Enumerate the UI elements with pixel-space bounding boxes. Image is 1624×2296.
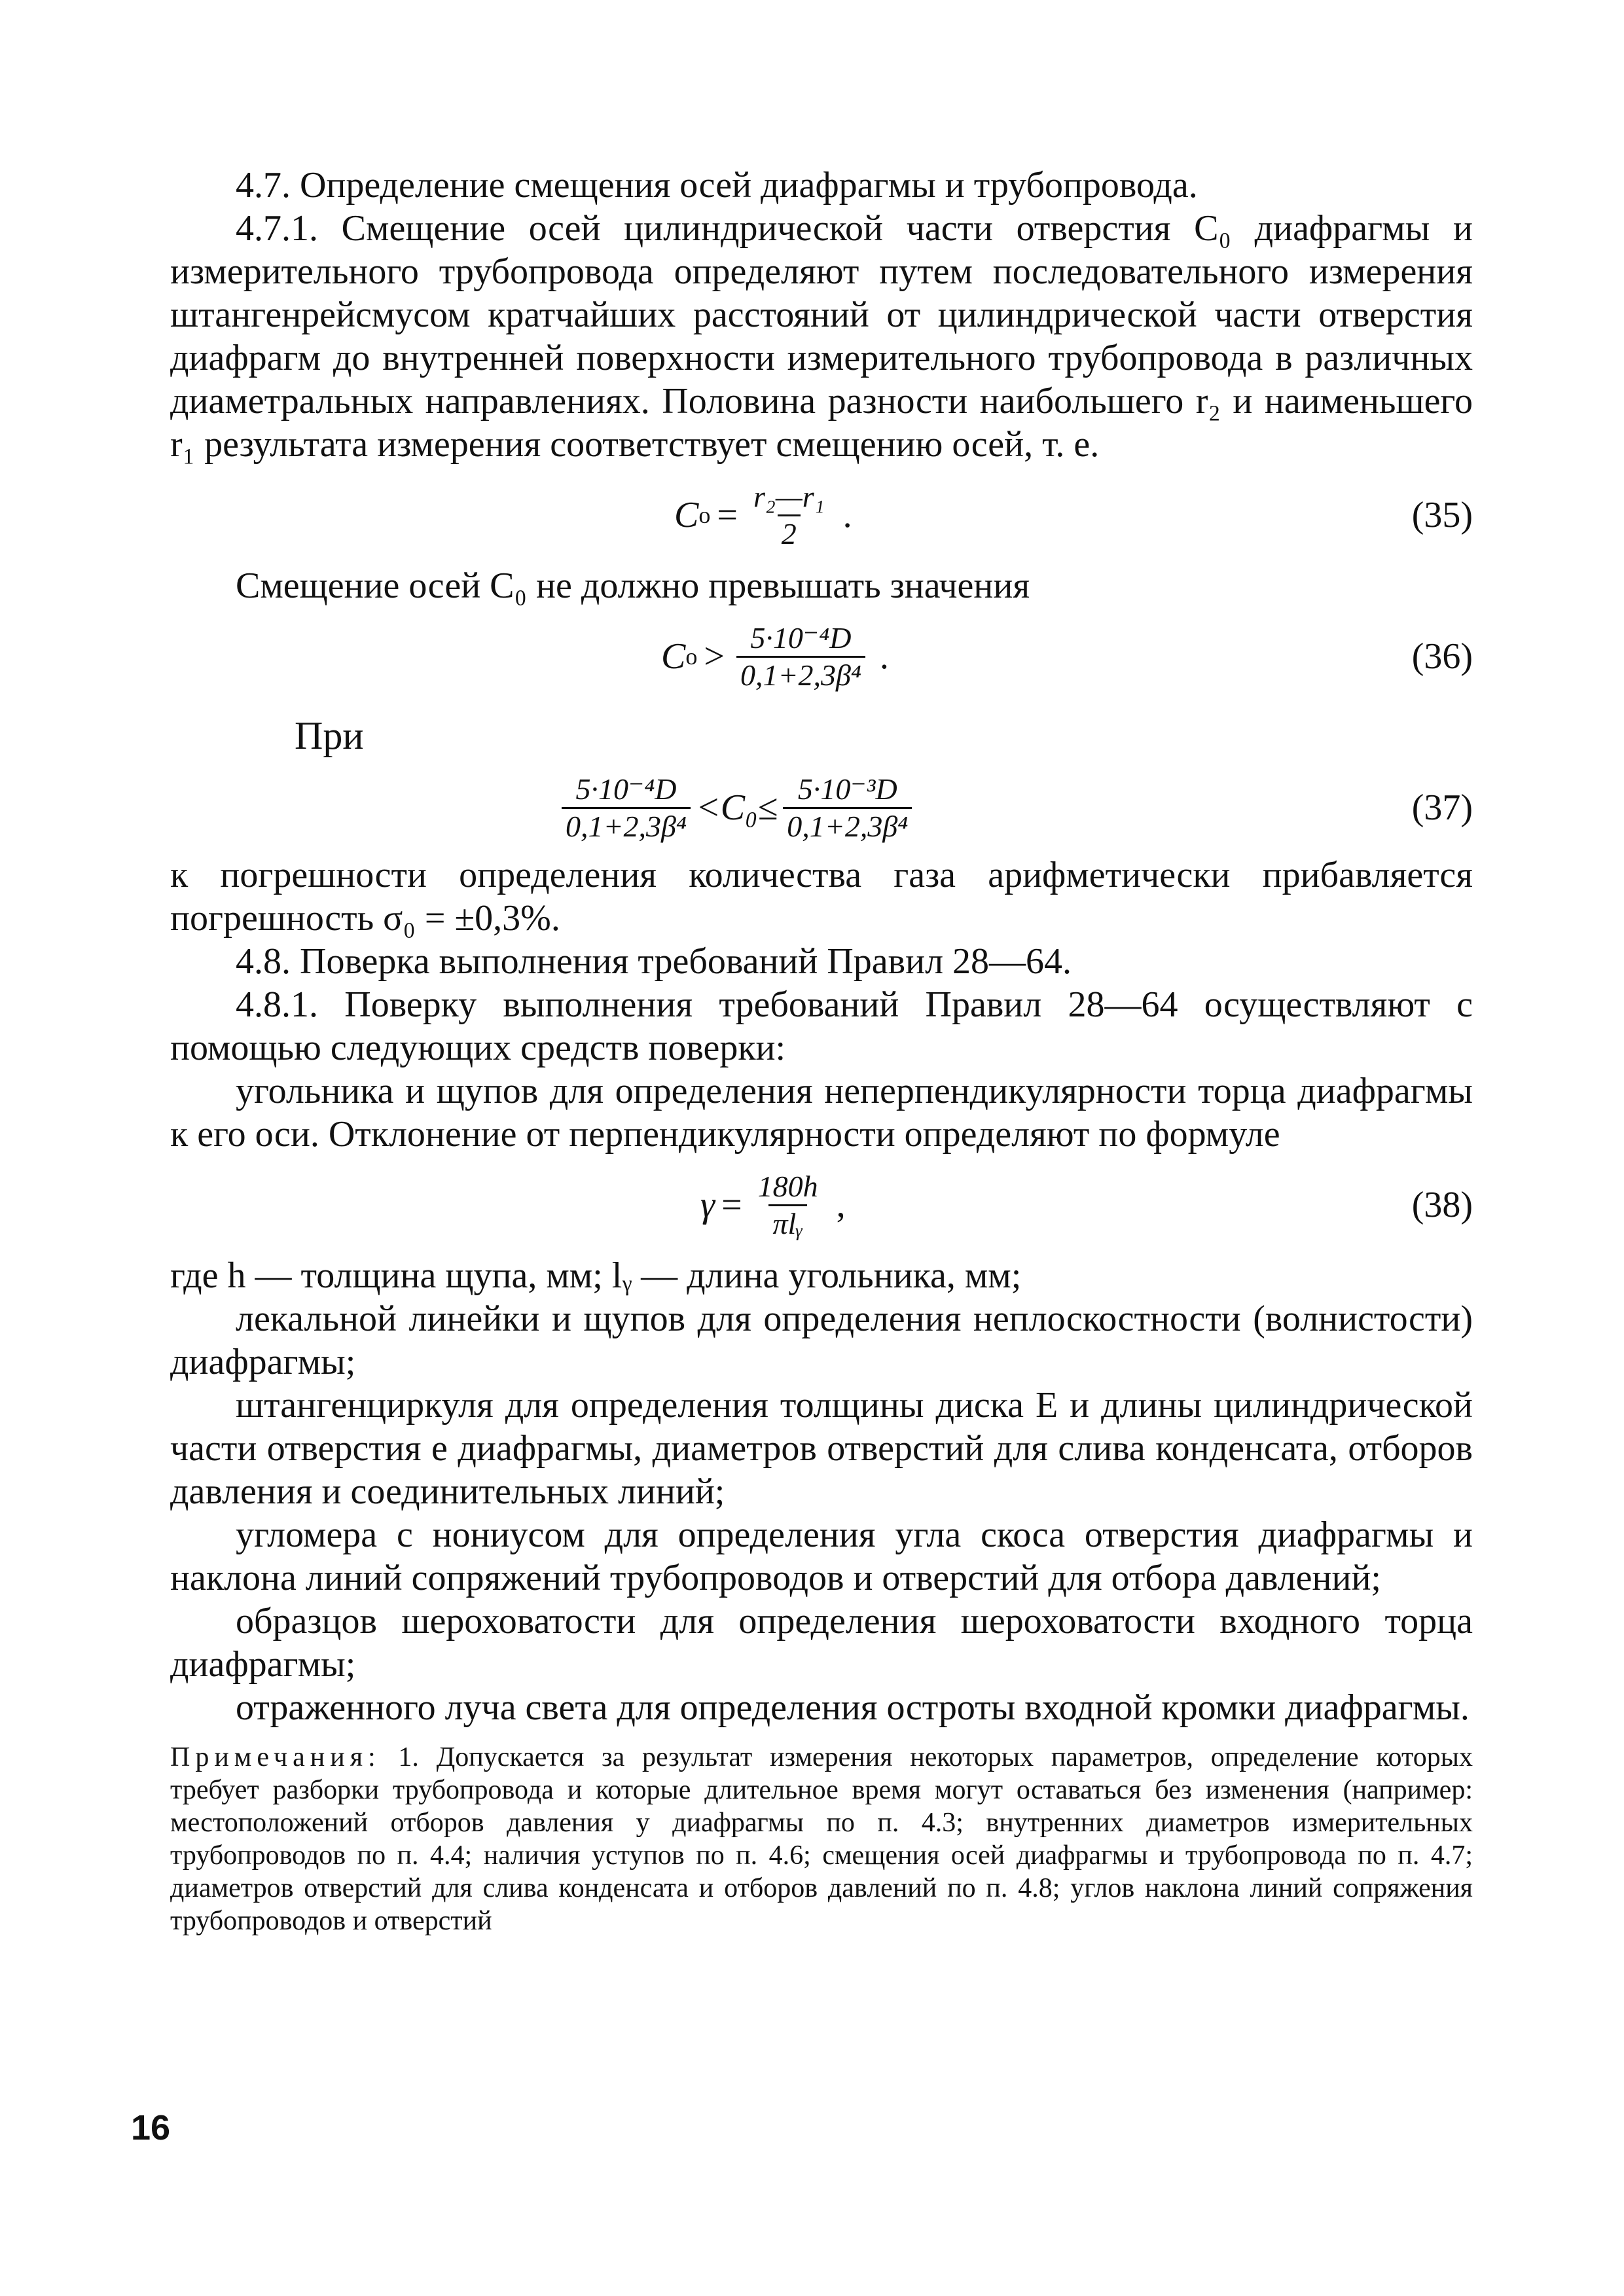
formula-38-lhs: γ [700, 1185, 715, 1225]
list-item-light-beam: отраженного луча света для определения остроты входной кромки диафрагмы. [236, 1687, 1470, 1728]
formula-38-rel: = [721, 1185, 742, 1225]
formula-36 [170, 607, 1473, 706]
formula-36-number: (36) [1411, 636, 1473, 677]
pri-label: При [295, 714, 364, 757]
list-item-caliper: штангенциркуля для определения толщины диска E и длины цилиндрической части отверстия e диафрагмы, диаметров отверстий для слива конденсата, отборов давления и соединительных линий; [170, 1385, 1473, 1512]
formula-38-number: (38) [1411, 1185, 1473, 1225]
paragraph-4-8-1: 4.8.1. Поверку выполнения требований Правил 28—64 осуществляют с помощью следующих средств поверки: [170, 984, 1473, 1068]
formula-38-tail: , [836, 1185, 846, 1225]
formula-37-inequality: <C₀≤ [695, 787, 778, 828]
section-4-7-heading: 4.7. Определение смещения осей диафрагмы и трубопровода. [236, 165, 1198, 206]
formula-35-denominator: 2 [778, 514, 801, 552]
formula-38 [170, 1156, 1473, 1254]
formula-35 [170, 466, 1473, 564]
paragraph-where: где h — толщина щупа, мм; lᵧ — длина угольника, мм; [170, 1255, 1022, 1296]
formula-36-denominator: 0,1+2,3β⁴ [736, 656, 865, 693]
formula-35-numerator: r₂—r₁ [753, 479, 825, 513]
document-page [170, 164, 1473, 1937]
paragraph-offset-limit: Смещение осей C₀ не должно превышать значения [236, 565, 1030, 606]
notes-text: 1. Допускается за результат измерения некоторых параметров, определение которых требует разборки трубопровода и которые длительное время могут оставаться без изменения (например: местоположений отборов давления у диафрагмы по п. 4.3; внутренних диаметров измерительных трубопроводов по п. 4.4; наличия уступов по п. 4.6; смещения осей диафрагмы и трубопровода по п. 4.7; диаметров отверстий для слива конденсата и отборов давлений по п. 4.8; углов наклона линий сопряжения трубопроводов и отверстий [170, 1742, 1473, 1936]
formula-37-right-denominator: 0,1+2,3β⁴ [783, 807, 912, 844]
formula-37-left-denominator: 0,1+2,3β⁴ [562, 807, 691, 844]
list-item-protractor: угломера с нониусом для определения угла скоса отверстия диафрагмы и наклона линий сопряжений трубопроводов и отверстий для отбора давлений; [170, 1515, 1473, 1598]
notes-block [170, 1741, 1473, 1937]
formula-36-tail: . [879, 636, 889, 677]
section-4-8-heading: 4.8. Поверка выполнения требований Правил 28—64. [236, 941, 1072, 982]
formula-35-rel: = [717, 495, 738, 535]
formula-35-lhs-sub: o [698, 502, 711, 528]
formula-37-right-numerator: 5·10⁻³D [797, 772, 897, 806]
paragraph-4-7-1: 4.7.1. Смещение осей цилиндрической части отверстия C₀ диафрагмы и измерительного трубопровода определяют путем последовательного измерения штангенрейсмусом кратчайших расстояний от цилиндрической части отверстия диафрагм до внутренней поверхности измерительного трубопровода в различных диаметральных направлениях. Половина разности наибольшего r₂ и наименьшего r₁ результата измерения соответствует смещению осей, т. е. [170, 208, 1473, 465]
page-number: 16 [131, 2108, 171, 2147]
formula-37-left-fraction [562, 772, 691, 844]
formula-37-left-numerator: 5·10⁻⁴D [575, 772, 677, 806]
formula-36-rel: > [704, 636, 725, 677]
formula-37-number: (37) [1411, 787, 1473, 828]
list-item-square: угольника и щупов для определения неперпендикулярности торца диафрагмы к его оси. Отклонение от перпендикулярности определяют по формуле [170, 1071, 1473, 1155]
formula-36-fraction [736, 620, 865, 693]
formula-38-numerator: 180h [757, 1169, 818, 1203]
formula-37 [170, 762, 1473, 853]
formula-35-tail: . [842, 495, 852, 535]
formula-35-number: (35) [1411, 495, 1473, 535]
formula-38-denominator: πlᵧ [768, 1204, 806, 1242]
list-item-ruler: лекальной линейки и щупов для определения неплоскостности (волнистости) диафрагмы; [170, 1299, 1473, 1382]
notes-label: Примечания: [170, 1742, 381, 1772]
formula-38-fraction [754, 1169, 822, 1242]
paragraph-error-addition: к погрешности определения количества газа арифметически прибавляется погрешность σ₀ = ±0,3%. [170, 855, 1473, 939]
formula-35-fraction [749, 479, 829, 552]
list-item-roughness: образцов шероховатости для определения шероховатости входного торца диафрагмы; [170, 1601, 1473, 1685]
formula-37-right-fraction [783, 772, 912, 844]
formula-36-lhs: C [661, 636, 686, 677]
formula-35-lhs: C [674, 495, 699, 535]
formula-36-numerator: 5·10⁻⁴D [750, 620, 852, 655]
formula-36-lhs-sub: o [685, 643, 698, 670]
